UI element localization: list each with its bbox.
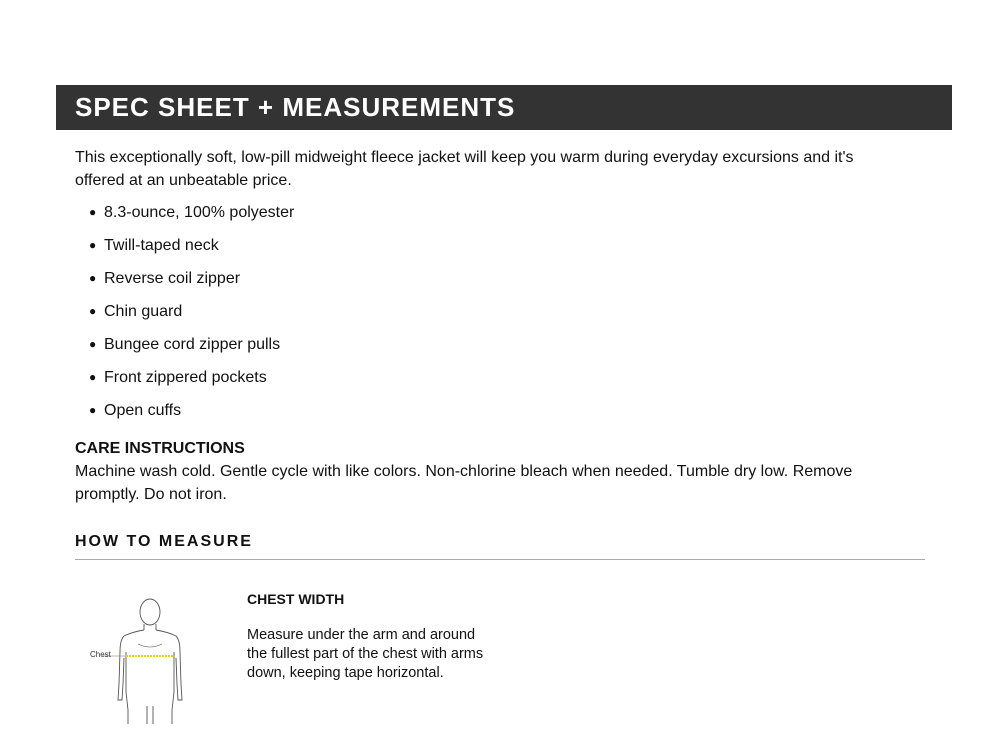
feature-list bbox=[75, 200, 294, 431]
list-item bbox=[75, 365, 294, 398]
chest-width-description: Measure under the arm and around the fullest part of the chest with arms down, keeping tape horizontal. bbox=[247, 627, 484, 681]
bullet-icon: ● bbox=[89, 337, 97, 351]
list-item bbox=[75, 398, 294, 431]
list-item bbox=[75, 266, 294, 299]
feature-text: 8.3-ounce, 100% polyester bbox=[104, 204, 295, 221]
feature-text: Bungee cord zipper pulls bbox=[104, 336, 281, 353]
bullet-icon: ● bbox=[89, 271, 97, 285]
chest-label: Chest bbox=[90, 650, 111, 659]
list-item bbox=[75, 233, 294, 266]
list-item bbox=[75, 299, 294, 332]
bullet-icon: ● bbox=[89, 238, 97, 252]
product-description: This exceptionally soft, low-pill midweight fleece jacket will keep you warm during everyday excursions and it's offered at an unbeatable price. bbox=[75, 149, 854, 189]
feature-text: Reverse coil zipper bbox=[104, 270, 241, 287]
care-instructions bbox=[75, 437, 905, 506]
bullet-icon: ● bbox=[89, 403, 97, 417]
care-text: Machine wash cold. Gentle cycle with like colors. Non-chlorine bleach when needed. Tumble dry low. Remove promptly. Do not iron. bbox=[75, 463, 853, 503]
bullet-icon: ● bbox=[89, 304, 97, 318]
list-item bbox=[75, 200, 294, 233]
header-bar bbox=[56, 85, 952, 130]
page-title: SPEC SHEET + MEASUREMENTS bbox=[75, 92, 516, 122]
chest-width-title: CHEST WIDTH bbox=[247, 591, 345, 607]
feature-text: Chin guard bbox=[104, 303, 183, 320]
care-heading: CARE INSTRUCTIONS bbox=[75, 440, 245, 457]
section-divider bbox=[75, 559, 925, 560]
body-figure-illustration bbox=[88, 592, 198, 727]
bullet-icon: ● bbox=[89, 370, 97, 384]
feature-text: Twill-taped neck bbox=[104, 237, 219, 254]
feature-text: Open cuffs bbox=[104, 402, 182, 419]
bullet-icon: ● bbox=[89, 205, 97, 219]
list-item bbox=[75, 332, 294, 365]
feature-text: Front zippered pockets bbox=[104, 369, 267, 386]
how-to-measure-heading: HOW TO MEASURE bbox=[75, 533, 253, 550]
